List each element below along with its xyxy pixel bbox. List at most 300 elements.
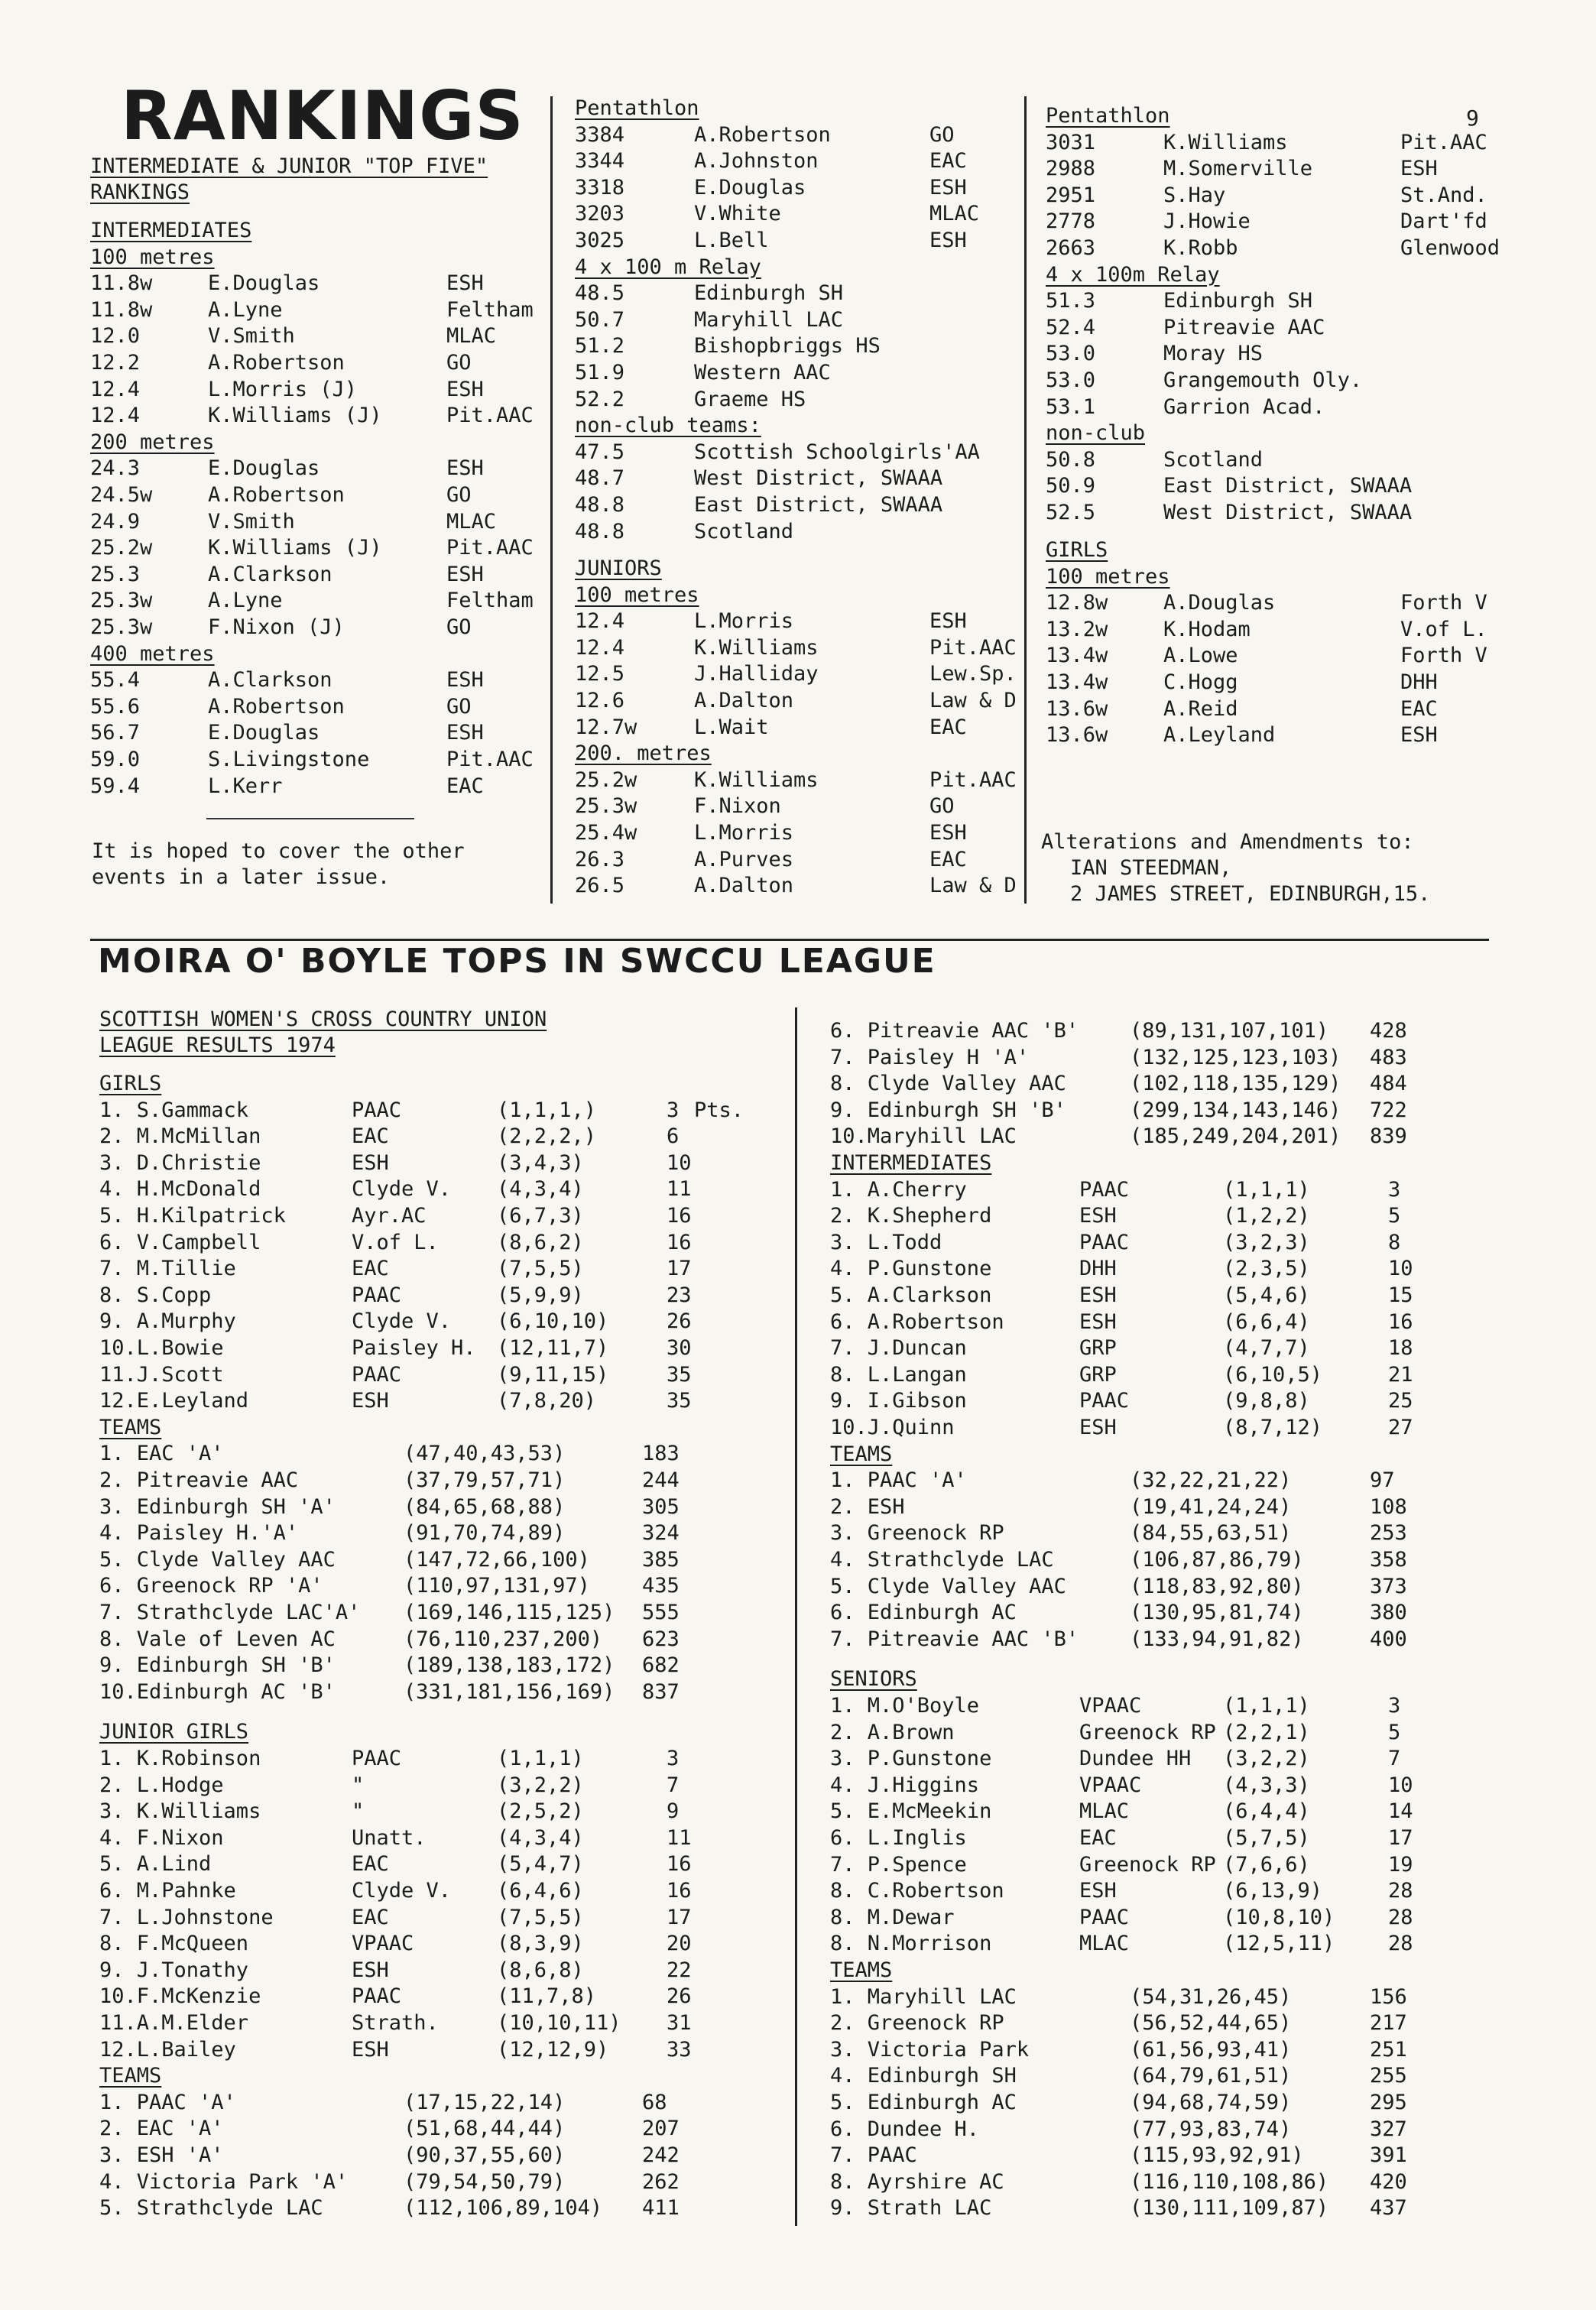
points: 35 [667,1362,692,1387]
athlete-name: East District, SWAAA [694,493,943,517]
event-heading: JUNIORS [575,556,662,580]
athlete-name: 5. H.Kilpatrick [99,1204,286,1228]
rankings-subtitle-2: RANKINGS [90,180,190,204]
ranking-mark: 50.9 [1046,474,1096,498]
points: 68 [642,2090,667,2114]
ranking-mark: 3025 [575,229,625,252]
club-name: GO [446,615,472,639]
league-title: MOIRA O' BOYLE TOPS IN SWCCU LEAGUE [98,942,936,981]
athlete-name: A.Johnston [694,149,819,174]
team-scores: (331,181,156,169) [404,1679,615,1704]
club-name: ESH [352,1150,389,1175]
points: 358 [1370,1548,1407,1572]
team-name: 9. Edinburgh SH 'B' [99,1653,336,1678]
club-name: Unatt. [352,1825,427,1850]
athlete-name: A.Robertson [208,483,345,507]
athlete-name: E.Douglas [208,721,320,745]
club-name: ESH [1400,723,1438,748]
athlete-name: 8. S.Copp [99,1283,212,1307]
race-positions: (8,7,12) [1223,1416,1323,1439]
points: 35 [667,1389,692,1413]
race-positions: (2,3,5) [1223,1257,1310,1281]
race-positions: (9,11,15) [497,1362,609,1387]
event-heading: 4 x 100 m Relay [575,255,761,279]
team-scores: (51,68,44,44) [404,2117,566,2141]
race-positions: (6,4,4) [1223,1799,1310,1824]
points: 20 [667,1932,692,1956]
team-name: 10.Maryhill LAC [830,1124,1017,1149]
club-name: Pit.AAC [1400,130,1487,154]
points: 3 [1388,1694,1401,1718]
club-name: V.of L. [352,1230,439,1254]
points: 16 [667,1879,692,1903]
ranking-mark: 12.7w [575,715,637,739]
team-scores: (84,65,68,88) [404,1494,566,1519]
team-name: 1. Maryhill LAC [830,1984,1017,2009]
points: 411 [642,2196,680,2221]
race-positions: (1,1,1) [1223,1694,1310,1718]
athlete-name: S.Hay [1163,183,1226,207]
ranking-mark: 53.0 [1046,342,1096,366]
athlete-name: 11.J.Scott [99,1362,224,1387]
athlete-name: K.Williams [694,635,819,660]
athlete-name: Garrion Acad. [1163,394,1325,419]
team-name: 7. Strathclyde LAC'A' [99,1601,361,1624]
club-name: PAAC [352,1362,402,1387]
points: 255 [1370,2064,1407,2088]
athlete-name: 5. A.Clarkson [830,1283,992,1307]
race-positions: (2,2,2,) [497,1124,597,1149]
athlete-name: 5. E.McMeekin [830,1799,992,1824]
points: 244 [642,1468,680,1492]
race-positions: (7,5,5) [497,1905,584,1929]
team-scores: (106,87,86,79) [1130,1548,1304,1572]
club-name: PAAC [352,1098,402,1122]
column-rule [795,1007,797,2226]
athlete-name: 4. P.Gunstone [830,1257,992,1281]
athlete-name: L.Morris [694,609,794,634]
club-name: Forth V [1400,591,1487,615]
ranking-mark: 48.8 [575,519,625,543]
club-name: ESH [1079,1283,1117,1307]
section-heading: GIRLS [99,1072,162,1095]
points: 5 [1388,1204,1401,1228]
team-name: 4. Edinburgh SH [830,2064,1017,2088]
club-name: Law & D [929,689,1017,712]
club-name: PAAC [1079,1177,1130,1202]
athlete-name: 8. F.McQueen [99,1932,249,1956]
ranking-mark: 2951 [1046,183,1096,207]
team-name: 8. Ayrshire AC [830,2169,1004,2194]
points: 27 [1388,1416,1413,1439]
club-name: Dart'fd [1400,209,1487,234]
event-heading: 200. metres [575,741,712,766]
athlete-name: 3. P.Gunstone [830,1747,992,1771]
ranking-mark: 25.3w [90,589,153,613]
team-name: 8. Vale of Leven AC [99,1627,336,1651]
club-name: VPAAC [1079,1773,1142,1797]
athlete-name: West District, SWAAA [694,466,943,491]
club-name: ESH [352,1958,389,1982]
athlete-name: 7. P.Spence [830,1852,967,1877]
club-name: PAAC [352,1984,402,2009]
points: 483 [1370,1045,1407,1069]
points: 33 [667,2037,692,2062]
ranking-mark: 55.6 [90,694,141,719]
ranking-mark: 48.5 [575,281,625,306]
club-name: Pit.AAC [929,635,1017,660]
athlete-name: Grangemouth Oly. [1163,368,1363,392]
section-heading: INTERMEDIATES [830,1151,992,1175]
athlete-name: K.Williams (J) [208,404,382,428]
rankings-note-1: It is hoped to cover the other [92,839,465,863]
club-name: EAC [352,1852,389,1877]
athlete-name: A.Douglas [1163,591,1276,615]
points: 324 [642,1521,680,1546]
race-positions: (8,3,9) [497,1932,584,1956]
club-name: ESH [929,175,967,200]
points: 555 [642,1601,680,1624]
athlete-name: 4. J.Higgins [830,1773,980,1797]
team-scores: (56,52,44,65) [1130,2011,1292,2036]
athlete-name: 6. L.Inglis [830,1826,967,1850]
points: 623 [642,1627,680,1651]
points: 16 [667,1204,692,1228]
team-scores: (84,55,63,51) [1130,1521,1292,1546]
club-name: Clyde V. [352,1879,452,1903]
event-heading: non-club teams: [575,414,761,438]
ranking-mark: 25.3w [90,615,153,639]
ranking-mark: 12.4 [90,404,141,428]
race-positions: (6,6,4) [1223,1309,1310,1334]
athlete-name: A.Reid [1163,696,1238,721]
athlete-name: F.Nixon (J) [208,615,345,639]
team-scores: (32,22,21,22) [1130,1468,1292,1493]
points: 207 [642,2117,680,2141]
club-name: ESH [446,562,484,586]
athlete-name: A.Lyne [208,589,283,613]
team-name: 2. Greenock RP [830,2011,1004,2036]
ranking-mark: 51.9 [575,361,625,384]
points: 373 [1370,1574,1407,1598]
ranking-mark: 12.8w [1046,591,1108,615]
ranking-mark: 3384 [575,122,625,147]
ranking-mark: 13.6w [1046,696,1108,721]
points: 295 [1370,2091,1407,2114]
section-heading: JUNIOR GIRLS [99,1720,249,1744]
team-name: 6. Dundee H. [830,2117,980,2141]
ranking-mark: 12.5 [575,662,625,686]
team-scores: (133,94,91,82) [1130,1627,1304,1651]
athlete-name: 1. M.O'Boyle [830,1694,980,1718]
club-name: Clyde V. [352,1177,452,1202]
race-positions: (6,13,9) [1223,1879,1323,1903]
team-scores: (130,111,109,87) [1130,2196,1329,2221]
race-positions: (10,8,10) [1223,1905,1335,1929]
race-positions: (2,2,1) [1223,1720,1310,1744]
team-scores: (147,72,66,100) [404,1547,590,1572]
club-name: Forth V [1400,644,1487,668]
athlete-name: Western AAC [694,361,831,384]
ranking-mark: 55.4 [90,668,141,693]
athlete-name: L.Kerr [208,774,283,798]
club-name: GRP [1079,1362,1117,1387]
athlete-name: 3. D.Christie [99,1150,261,1175]
event-heading: 4 x 100m Relay [1046,262,1220,287]
ranking-mark: 12.4 [575,609,625,634]
points: 8 [1388,1230,1401,1254]
rankings-title: RANKINGS [121,76,524,155]
club-name: EAC [929,847,967,871]
points: 385 [642,1547,680,1572]
athlete-name: 7. J.Duncan [830,1336,967,1361]
athlete-name: Scottish Schoolgirls'AA [694,440,980,464]
team-name: 3. Edinburgh SH 'A' [99,1494,336,1519]
club-name: GRP [1079,1336,1117,1361]
club-name: GO [929,122,955,147]
points: 10 [1388,1257,1413,1281]
team-name: 4. Strathclyde LAC [830,1548,1054,1572]
ranking-mark: 25.2w [90,536,153,560]
points: 682 [642,1653,680,1678]
points: 28 [1388,1905,1413,1929]
club-name: PAAC [1079,1230,1130,1254]
points: 28 [1388,1879,1413,1903]
club-name: Lew.Sp. [929,662,1017,686]
ranking-mark: 12.2 [90,351,141,375]
ranking-mark: 59.4 [90,774,141,798]
race-positions: (1,2,2) [1223,1204,1310,1228]
race-positions: (8,6,8) [497,1958,584,1982]
club-name: Paisley H. [352,1336,476,1360]
points: 3 [1388,1177,1401,1202]
athlete-name: 8. C.Robertson [830,1879,1004,1903]
athlete-name: 3. K.Williams [99,1799,261,1824]
event-heading: Pentathlon [575,96,699,120]
ranking-mark: 52.2 [575,387,625,411]
ranking-mark: 53.1 [1046,394,1096,419]
club-name: GO [929,794,955,819]
club-name: DHH [1400,670,1438,694]
athlete-name: 7. L.Johnstone [99,1905,274,1929]
team-name: 7. Paisley H 'A' [830,1045,1030,1069]
event-heading: 100 metres [1046,564,1170,589]
race-positions: (4,3,3) [1223,1773,1310,1797]
athlete-name: 2. K.Shepherd [830,1204,992,1228]
points: 3 [667,1098,680,1122]
points: 251 [1370,2037,1407,2062]
ranking-mark: 25.3 [90,562,141,586]
race-positions: (11,7,8) [497,1984,597,2009]
team-name: 3. Greenock RP [830,1521,1004,1546]
race-positions: (3,2,2) [497,1773,584,1797]
club-name: ESH [1079,1416,1117,1439]
race-positions: (5,9,9) [497,1283,584,1307]
club-name: Greenock RP [1079,1852,1216,1877]
athlete-name: C.Hogg [1163,670,1238,694]
section-rule [90,939,1489,941]
athlete-name: 2. M.McMillan [99,1124,261,1149]
team-name: 1. PAAC 'A' [830,1468,967,1493]
points: 253 [1370,1521,1407,1546]
club-name: ESH [352,2037,389,2062]
athlete-name: 2. A.Brown [830,1720,955,1744]
event-heading: non-club [1046,421,1146,446]
club-name: ESH [446,721,484,745]
ranking-mark: 26.5 [575,874,625,898]
section-heading: TEAMS [830,1958,893,1982]
ranking-mark: 13.2w [1046,617,1108,641]
team-scores: (116,110,108,86) [1130,2169,1329,2194]
team-scores: (118,83,92,80) [1130,1574,1304,1598]
club-name: ESH [929,821,967,845]
points: 400 [1370,1627,1407,1651]
event-heading: 100 metres [90,245,215,269]
team-scores: (169,146,115,125) [404,1601,615,1624]
section-heading: TEAMS [99,1415,162,1439]
club-name: VPAAC [352,1932,414,1956]
ranking-mark: 12.4 [575,635,625,660]
ranking-mark: 26.3 [575,847,625,871]
athlete-name: L.Morris [694,821,794,845]
points: 19 [1388,1852,1413,1877]
points: 242 [642,2143,680,2167]
points-label: Pts. [694,1098,744,1122]
team-scores: (110,97,131,97) [404,1574,590,1598]
team-scores: (76,110,237,200) [404,1627,603,1651]
team-scores: (299,134,143,146) [1130,1098,1341,1122]
section-heading: SENIORS [830,1667,917,1692]
club-name: ESH [446,377,484,401]
club-name: PAAC [1079,1905,1130,1929]
points: 9 [667,1799,680,1824]
points: 217 [1370,2011,1407,2036]
athlete-name: 1. S.Gammack [99,1098,249,1122]
points: 23 [667,1283,692,1307]
ranking-mark: 48.8 [575,493,625,517]
rankings-note-2: events in a later issue. [92,865,391,889]
team-name: 5. Clyde Valley AAC [99,1547,336,1572]
athlete-name: Graeme HS [694,387,806,411]
team-scores: (37,79,57,71) [404,1468,566,1492]
points: 16 [1388,1309,1413,1334]
team-scores: (185,249,204,201) [1130,1124,1341,1149]
athlete-name: 2. L.Hodge [99,1773,224,1797]
team-scores: (47,40,43,53) [404,1442,566,1466]
club-name: GO [446,351,472,375]
points: 10 [1388,1773,1413,1797]
club-name: PAAC [352,1747,402,1770]
athlete-name: 1. A.Cherry [830,1177,967,1202]
event-heading: GIRLS [1046,538,1108,562]
club-name: " [352,1773,365,1797]
club-name: ESH [929,609,967,634]
points: 391 [1370,2143,1407,2168]
column-rule [550,96,553,904]
points: 6 [667,1124,680,1149]
ranking-mark: 2663 [1046,236,1096,260]
athlete-name: 12.L.Bailey [99,2037,236,2062]
club-name: Pit.AAC [446,404,534,428]
ranking-mark: 25.4w [575,821,637,845]
team-name: 4. Victoria Park 'A' [99,2169,349,2194]
athlete-name: A.Clarkson [208,562,332,586]
ranking-mark: 2778 [1046,209,1096,234]
athlete-name: L.Morris (J) [208,377,358,401]
points: 11 [667,1177,692,1202]
athlete-name: Bishopbriggs HS [694,334,881,359]
club-name: Strath. [352,2011,439,2035]
club-name: PAAC [352,1283,402,1307]
team-name: 2. ESH [830,1494,905,1519]
team-name: 7. Pitreavie AAC 'B' [830,1627,1079,1651]
team-name: 5. Clyde Valley AAC [830,1574,1066,1598]
points: 305 [642,1494,680,1519]
club-name: ESH [352,1389,389,1413]
athlete-name: West District, SWAAA [1163,501,1413,524]
team-scores: (17,15,22,14) [404,2090,566,2114]
race-positions: (8,6,2) [497,1230,584,1254]
team-name: 4. Paisley H.'A' [99,1521,299,1546]
team-scores: (94,68,74,59) [1130,2091,1292,2114]
club-name: ESH [446,271,484,296]
race-positions: (1,1,1) [497,1747,584,1770]
points: 484 [1370,1072,1407,1096]
ranking-mark: 13.6w [1046,723,1108,748]
points: 22 [667,1958,692,1982]
race-positions: (6,7,3) [497,1204,584,1228]
team-scores: (112,106,89,104) [404,2196,603,2221]
athlete-name: 8. L.Langan [830,1362,967,1387]
points: 17 [667,1905,692,1929]
club-name: EAC [1079,1826,1117,1850]
athlete-name: 11.A.M.Elder [99,2011,249,2035]
points: 17 [667,1257,692,1281]
race-positions: (12,11,7) [497,1336,609,1360]
team-name: 2. Pitreavie AAC [99,1468,299,1492]
race-positions: (5,4,7) [497,1852,584,1877]
race-positions: (4,3,4) [497,1177,584,1202]
athlete-name: E.Douglas [208,456,320,481]
ranking-mark: 3031 [1046,130,1096,154]
athlete-name: 6. M.Pahnke [99,1879,236,1903]
club-name: Ayr.AC [352,1204,427,1228]
club-name: ESH [1079,1879,1117,1903]
athlete-name: A.Robertson [208,351,345,375]
club-name: Clyde V. [352,1309,452,1334]
athlete-name: M.Somerville [1163,157,1313,181]
club-name: Feltham [446,297,534,322]
points: 3 [667,1747,680,1770]
points: 26 [667,1309,692,1334]
ranking-mark: 59.0 [90,748,141,771]
team-name: 2. EAC 'A' [99,2117,224,2141]
section-heading: TEAMS [830,1442,893,1466]
athlete-name: A.Lyne [208,297,283,322]
points: 7 [667,1773,680,1797]
points: 437 [1370,2196,1407,2221]
team-name: 6. Edinburgh AC [830,1601,1017,1625]
points: 839 [1370,1124,1407,1149]
points: 11 [667,1825,692,1850]
page-number: 9 [1466,105,1479,131]
ranking-mark: 3318 [575,175,625,200]
race-positions: (6,10,10) [497,1309,609,1334]
team-name: 9. Strath LAC [830,2196,992,2221]
athlete-name: L.Bell [694,229,769,252]
ranking-mark: 2988 [1046,157,1096,181]
team-name: 3. ESH 'A' [99,2143,224,2167]
